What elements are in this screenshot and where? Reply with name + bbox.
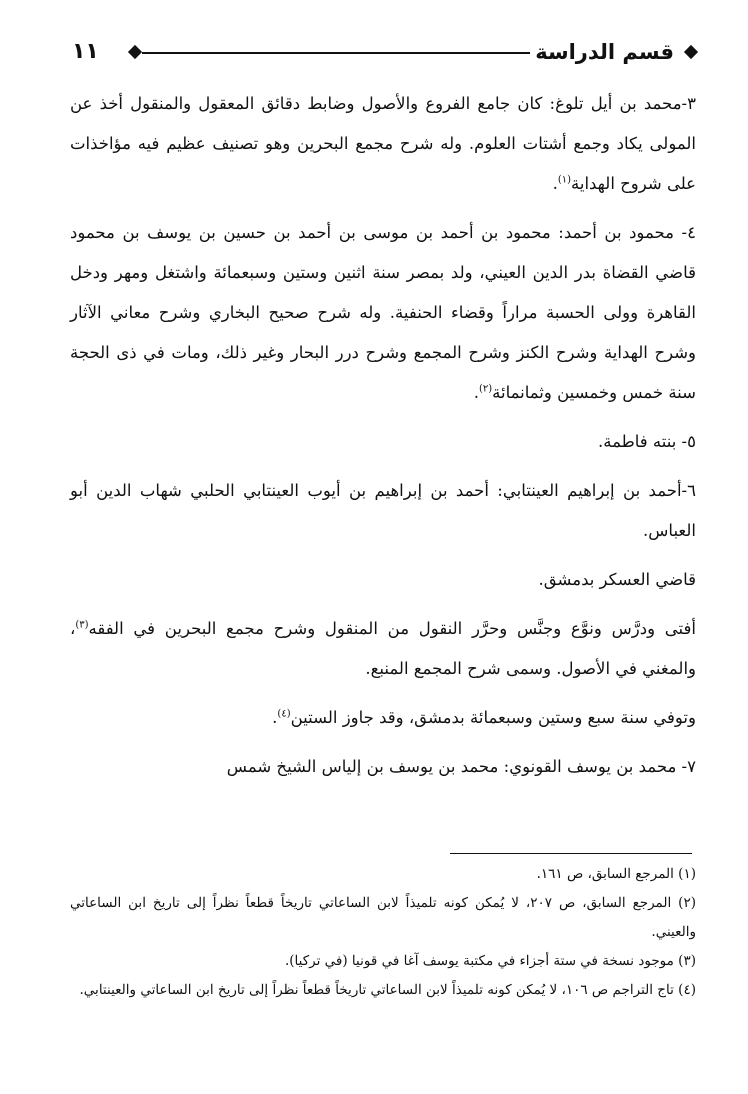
paragraph-entry-4: [70, 213, 696, 413]
paragraph-entry-6-works: [70, 609, 696, 689]
paragraph-text: أفتى ودرَّس ونوَّع وجنَّس وحرَّر النقول من المنقول وشرح مجمع البحرين في الفقه: [88, 619, 696, 638]
paragraph-end: .: [552, 174, 558, 193]
paragraph-entry-6-office: [70, 560, 696, 600]
diamond-ornament-icon: [684, 45, 698, 59]
page-number: ١١: [72, 39, 99, 64]
paragraph-entry-5: [70, 422, 696, 462]
paragraph-entry-3: [70, 84, 696, 204]
paragraph-text: ٦-أحمد بن إبراهيم العينتابي: أحمد بن إبراهيم بن أيوب العينتابي الحلبي شهاب الدين أبو العباس.: [70, 481, 696, 540]
paragraph-entry-6: [70, 471, 696, 551]
paragraph-entry-7: [70, 747, 696, 787]
paragraph-end: .: [473, 383, 479, 402]
paragraph-text: ٤- محمود بن أحمد: محمود بن أحمد بن موسى بن أحمد بن حسين بن يوسف بن محمود قاضي القضاة بدر الدين العيني، ولد بمصر سنة اثنين وستين وسبعمائة واشتغل ومهر ودخل القاهرة وولى الحسبة مراراً وقضاء الحنفية. وله شرح صحيح البخاري وشرح معاني الآثار وشرح الهداية وشرح الكنز وشرح المجمع وشرح درر البحار وغير ذلك، ومات في ذى الحجة سنة خمس وخمسين وثمانمائة: [70, 223, 696, 402]
footnote-2: (٢) المرجع السابق، ص ٢٠٧، لا يُمكن كونه تلميذاً لابن الساعاتي تاريخاً قطعاً نظراً إلى تاريخ ابن الساعاتي والعيني.: [70, 895, 696, 940]
footnote-4: (٤) تاج التراجم ص ١٠٦، لا يُمكن كونه تلميذاً لابن الساعاتي تاريخاً قطعاً نظراً إلى تاريخ ابن الساعاتي والعينتابي.: [79, 982, 696, 998]
footnote-1: (١) المرجع السابق، ص ١٦١.: [536, 866, 696, 882]
footnote-3: (٣) موجود نسخة في ستة أجزاء في مكتبة يوسف آغا في قونيا (في تركيا).: [284, 953, 696, 969]
diamond-ornament-icon: [128, 45, 142, 59]
footnote-ref[interactable]: (٣): [75, 619, 89, 631]
paragraph-text: ٣-محمد بن أيل تلوغ: كان جامع الفروع والأصول وضابط دقائق المعقول والمنقول أخذ عن المولى يكاد وجمع أشتات العلوم. وله شرح مجمع البحرين وهو تصنيف عظيم فيه مؤاخذات على شروح الهداية: [70, 94, 696, 193]
footnote-ref[interactable]: (٢): [478, 383, 493, 395]
paragraph-text: وتوفي سنة سبع وستين وسبعمائة بدمشق، وقد جاوز الستين: [290, 708, 696, 727]
paragraph-text: ٥- بنته فاطمة.: [597, 432, 696, 451]
page-header: [72, 32, 700, 72]
main-text: [70, 84, 696, 796]
paragraph-text: قاضي العسكر بدمشق.: [538, 570, 696, 589]
footnote-ref[interactable]: (٤): [277, 708, 291, 720]
header-rule: [142, 52, 530, 54]
footnote-ref[interactable]: (١): [557, 174, 571, 186]
paragraph-text: ٧- محمد بن يوسف القونوي: محمد بن يوسف بن إلياس الشيخ شمس: [226, 757, 696, 776]
footnote-separator: [450, 853, 692, 854]
paragraph-entry-6-death: [70, 698, 696, 738]
paragraph-end: .: [272, 708, 278, 727]
section-title: قسم الدراسة: [535, 40, 674, 64]
paragraph-end: ، والمغني في الأصول. وسمى شرح المجمع المنبع.: [70, 619, 696, 678]
footnotes: [70, 860, 696, 1005]
